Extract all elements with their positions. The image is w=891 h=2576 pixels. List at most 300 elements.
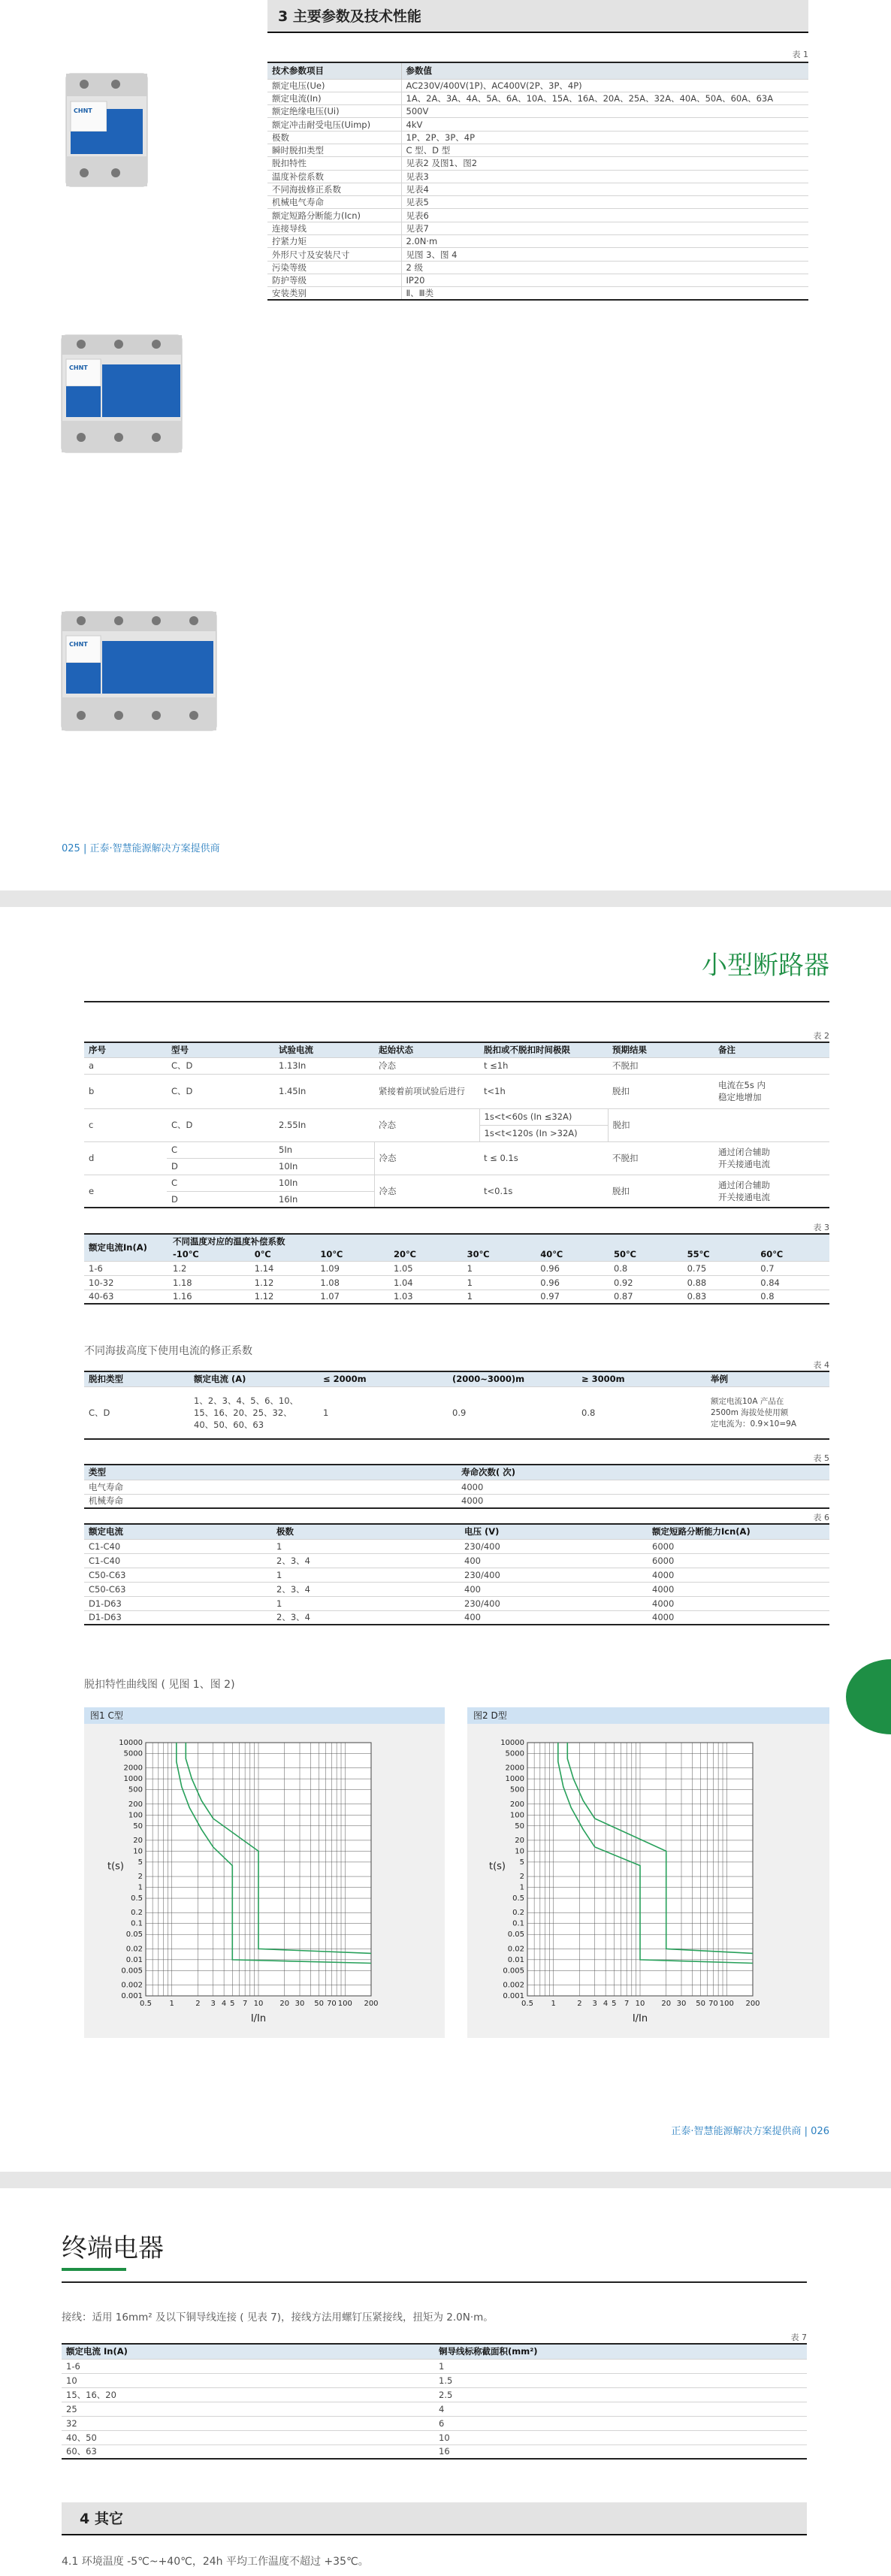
table-cell: 4000 bbox=[648, 1568, 829, 1582]
x-tick-label: 1 bbox=[169, 2000, 174, 2008]
temp-compensation-table bbox=[84, 1233, 829, 1305]
table-cell: C、D bbox=[167, 1057, 274, 1074]
svg-text:CHNT: CHNT bbox=[74, 107, 92, 114]
table-cell: 1.2 bbox=[168, 1261, 250, 1275]
table-cell: 1 bbox=[434, 2359, 807, 2373]
table-cell: 脱扣 bbox=[608, 1108, 714, 1141]
heading-accent bbox=[62, 2268, 126, 2271]
cell-line: 1、2、3、4、5、6、10、 bbox=[194, 1395, 299, 1406]
table-cell: 2、3、4 bbox=[272, 1582, 460, 1596]
table-cell: C bbox=[167, 1141, 274, 1158]
table-header: 不同温度对应的温度补偿系数 bbox=[168, 1234, 829, 1247]
table-cell bbox=[714, 1074, 829, 1108]
table-cell: 见表4 bbox=[401, 183, 808, 195]
table-cell: 冷态 bbox=[374, 1175, 479, 1208]
y-tick-label: 0.005 bbox=[121, 1967, 143, 1976]
table-cell: 1.14 bbox=[250, 1261, 316, 1275]
heading-rule bbox=[62, 2281, 807, 2283]
table-header: 技术参数项目 bbox=[267, 62, 401, 79]
table-header: ≥ 3000m bbox=[577, 1371, 706, 1386]
table-row bbox=[267, 79, 808, 92]
table-cell: b bbox=[84, 1074, 167, 1108]
page-gap bbox=[0, 890, 891, 907]
table-row bbox=[62, 2387, 807, 2402]
table-header: 电压 (V) bbox=[460, 1524, 648, 1539]
y-tick-label: 0.001 bbox=[503, 1992, 524, 2000]
table-row bbox=[267, 105, 808, 118]
y-tick-label: 5 bbox=[519, 1858, 524, 1867]
table-cell: 额定电压(Ue) bbox=[267, 79, 401, 92]
x-tick-label: 10 bbox=[635, 2000, 645, 2008]
y-tick-label: 1000 bbox=[505, 1775, 524, 1784]
table-cell bbox=[714, 1175, 829, 1208]
x-tick-label: 70 bbox=[708, 2000, 718, 2008]
table-header: 额定电流 bbox=[84, 1524, 272, 1539]
table-cell bbox=[714, 1108, 829, 1141]
x-axis-label: I/In bbox=[250, 2013, 267, 2024]
y-tick-label: 10000 bbox=[500, 1739, 524, 1747]
params-table bbox=[267, 62, 808, 301]
x-axis-label: I/In bbox=[632, 2013, 648, 2024]
page-heading: 终端电器 bbox=[62, 2233, 164, 2263]
x-tick-label: 20 bbox=[279, 2000, 290, 2008]
page-footer: 025 | 正泰·智慧能源解决方案提供商 bbox=[62, 843, 220, 854]
table-cell: 额定绝缘电压(Ui) bbox=[267, 105, 401, 118]
table-header: 50℃ bbox=[609, 1247, 683, 1261]
table-row bbox=[84, 1582, 829, 1596]
table-cell: 1P、2P、3P、4P bbox=[401, 131, 808, 144]
table-cell: 10In bbox=[274, 1158, 374, 1175]
table-header: 60℃ bbox=[756, 1247, 829, 1261]
table-cell: 0.8 bbox=[577, 1386, 706, 1439]
table-cell: C、D bbox=[167, 1108, 274, 1141]
page-gap bbox=[0, 2172, 891, 2188]
table-cell: 2、3、4 bbox=[272, 1553, 460, 1568]
table-cell: 冷态 bbox=[374, 1057, 479, 1074]
table-cell: 2 级 bbox=[401, 261, 808, 274]
table-cell: 4000 bbox=[648, 1596, 829, 1610]
table-header: 类型 bbox=[84, 1465, 457, 1480]
table-header: 备注 bbox=[714, 1042, 829, 1057]
wiring-intro: 接线：适用 16mm² 及以下铜导线连接 ( 见表 7)，接线方法用螺钉压紧接线，扭矩为 2.0N·m。 bbox=[62, 2311, 494, 2324]
y-tick-label: 0.002 bbox=[503, 1981, 524, 1990]
table-cell: 1.5 bbox=[434, 2373, 807, 2387]
table-header: 额定电流 (A) bbox=[189, 1371, 319, 1386]
table-cell: 230/400 bbox=[460, 1596, 648, 1610]
y-tick-label: 0.1 bbox=[512, 1919, 524, 1928]
table-cell: C bbox=[167, 1175, 274, 1191]
table-cell: 10 bbox=[62, 2373, 434, 2387]
cell-line: 额定电流10A 产品在 bbox=[711, 1397, 784, 1407]
table-cell: 不脱扣 bbox=[608, 1057, 714, 1074]
svg-text:CHNT: CHNT bbox=[69, 641, 88, 648]
table-cell: 0.88 bbox=[683, 1275, 757, 1290]
y-tick-label: 200 bbox=[509, 1800, 524, 1809]
table-label: 表 1 bbox=[792, 50, 808, 59]
table-row bbox=[267, 118, 808, 131]
cell-line: 40、50、60、63 bbox=[194, 1419, 264, 1430]
table-cell: t ≤1h bbox=[479, 1057, 608, 1074]
table-row bbox=[84, 1290, 829, 1304]
table-row bbox=[267, 209, 808, 222]
cell-line: 开关接通电流 bbox=[718, 1191, 770, 1202]
table-row bbox=[62, 2373, 807, 2387]
y-tick-label: 1 bbox=[137, 1883, 143, 1892]
table-row bbox=[84, 1539, 829, 1553]
y-tick-label: 1 bbox=[519, 1883, 524, 1892]
table-cell: AC230V/400V(1P)、AC400V(2P、3P、4P) bbox=[401, 79, 808, 92]
graph-title: 图2 D型 bbox=[467, 1707, 829, 1724]
table-cell: 1.07 bbox=[316, 1290, 389, 1304]
table-cell: 1s<t<60s (In ≤32A) bbox=[479, 1108, 608, 1125]
table-row bbox=[62, 2402, 807, 2416]
table-cell: 1s<t<120s (In >32A) bbox=[479, 1125, 608, 1141]
table-header: (2000~3000)m bbox=[448, 1371, 577, 1386]
y-tick-label: 0.005 bbox=[503, 1967, 524, 1976]
table-header: 序号 bbox=[84, 1042, 167, 1057]
table-row bbox=[267, 222, 808, 234]
y-tick-label: 0.05 bbox=[125, 1930, 143, 1940]
table-cell: d bbox=[84, 1141, 167, 1175]
table-cell bbox=[714, 1057, 829, 1074]
table-cell: 0.84 bbox=[756, 1275, 829, 1290]
table-cell: 0.83 bbox=[683, 1290, 757, 1304]
page-026 bbox=[0, 907, 891, 2172]
table-header: 寿命次数( 次) bbox=[457, 1465, 829, 1480]
table-cell: 0.97 bbox=[536, 1290, 609, 1304]
y-tick-label: 500 bbox=[509, 1785, 524, 1794]
table-row bbox=[62, 2444, 807, 2459]
y-tick-label: 5000 bbox=[123, 1749, 143, 1758]
table-cell: 0.8 bbox=[756, 1290, 829, 1304]
section-text: 4.1 环境温度 -5℃~+40℃，24h 平均工作温度不超过 +35℃。 bbox=[62, 2556, 369, 2568]
y-tick-label: 0.05 bbox=[507, 1930, 524, 1940]
table-cell: 1.09 bbox=[316, 1261, 389, 1275]
table-row bbox=[84, 1261, 829, 1275]
table-cell: 2.55In bbox=[274, 1108, 374, 1141]
table-cell: 400 bbox=[460, 1553, 648, 1568]
y-tick-label: 0.2 bbox=[512, 1909, 524, 1918]
page-025 bbox=[0, 0, 891, 890]
table-cell: 4000 bbox=[648, 1582, 829, 1596]
table-row bbox=[267, 235, 808, 248]
table-header: 30℃ bbox=[463, 1247, 536, 1261]
table-row bbox=[62, 2430, 807, 2444]
y-tick-label: 500 bbox=[128, 1785, 143, 1794]
table-cell: 1 bbox=[463, 1261, 536, 1275]
breaking-capacity-table bbox=[84, 1523, 829, 1625]
x-tick-label: 7 bbox=[624, 2000, 630, 2008]
y-tick-label: 20 bbox=[515, 1836, 524, 1845]
table-cell: 外形尺寸及安装尺寸 bbox=[267, 248, 401, 261]
altitude-table bbox=[84, 1371, 829, 1440]
table-cell: C1-C40 bbox=[84, 1553, 272, 1568]
table-header: 型号 bbox=[167, 1042, 274, 1057]
table-row bbox=[84, 1596, 829, 1610]
y-tick-label: 2000 bbox=[123, 1764, 143, 1773]
table-cell: D1-D63 bbox=[84, 1610, 272, 1625]
table-cell: 1.08 bbox=[316, 1275, 389, 1290]
table-cell: 1.04 bbox=[389, 1275, 463, 1290]
svg-text:CHNT: CHNT bbox=[69, 364, 88, 371]
table-cell: a bbox=[84, 1057, 167, 1074]
table-cell: 拧紧力矩 bbox=[267, 235, 401, 248]
table-cell: t<0.1s bbox=[479, 1175, 608, 1208]
table-header: 额定电流In(A) bbox=[84, 1234, 168, 1261]
table-cell: 1-6 bbox=[84, 1261, 168, 1275]
table-cell: 0.92 bbox=[609, 1275, 683, 1290]
table-row bbox=[84, 1610, 829, 1625]
wire-section-table bbox=[62, 2343, 807, 2460]
x-tick-label: 4 bbox=[221, 2000, 227, 2008]
x-tick-label: 2 bbox=[195, 2000, 201, 2008]
cell-line: 电流在5s 内 bbox=[718, 1080, 766, 1090]
y-tick-label: 50 bbox=[515, 1822, 524, 1831]
y-tick-label: 10 bbox=[133, 1847, 143, 1856]
table-cell bbox=[714, 1141, 829, 1175]
table-cell: 2.0N·m bbox=[401, 235, 808, 248]
table-cell: 25 bbox=[62, 2402, 434, 2416]
table-cell bbox=[189, 1386, 319, 1439]
table-cell: 230/400 bbox=[460, 1539, 648, 1553]
table-cell: 400 bbox=[460, 1610, 648, 1625]
table-row bbox=[62, 2359, 807, 2373]
table-cell: 1 bbox=[272, 1596, 460, 1610]
table-cell: 1.12 bbox=[250, 1275, 316, 1290]
x-tick-label: 4 bbox=[603, 2000, 609, 2008]
x-tick-label: 0.5 bbox=[521, 2000, 533, 2008]
x-tick-label: 70 bbox=[327, 2000, 337, 2008]
trip-curve-c-chart bbox=[84, 1724, 445, 2038]
table-cell: 32 bbox=[62, 2416, 434, 2430]
table-cell: C、D bbox=[84, 1386, 189, 1439]
y-tick-label: 0.2 bbox=[131, 1909, 143, 1918]
cell-line: 开关接通电流 bbox=[718, 1159, 770, 1169]
y-tick-label: 5000 bbox=[505, 1749, 524, 1758]
table-cell: C50-C63 bbox=[84, 1582, 272, 1596]
table-cell: 见表7 bbox=[401, 222, 808, 234]
table-cell: 2、3、4 bbox=[272, 1610, 460, 1625]
x-tick-label: 10 bbox=[253, 2000, 264, 2008]
table-cell: 4000 bbox=[648, 1610, 829, 1625]
table-row bbox=[267, 196, 808, 209]
table-cell: 40-63 bbox=[84, 1290, 168, 1304]
table-row bbox=[267, 144, 808, 156]
table-cell: t ≤ 0.1s bbox=[479, 1141, 608, 1175]
table-cell: 4kV bbox=[401, 118, 808, 131]
table-cell bbox=[706, 1386, 829, 1439]
table-cell: 1 bbox=[463, 1290, 536, 1304]
table-cell: c bbox=[84, 1108, 167, 1141]
table-cell: 1 bbox=[463, 1275, 536, 1290]
table-cell: 机械电气寿命 bbox=[267, 196, 401, 209]
breaker-4p-image bbox=[59, 607, 220, 736]
page-027 bbox=[0, 2188, 891, 2576]
table-header: 脱扣类型 bbox=[84, 1371, 189, 1386]
table-label: 表 4 bbox=[813, 1360, 829, 1370]
table-header: 0℃ bbox=[250, 1247, 316, 1261]
y-tick-label: 5 bbox=[137, 1858, 143, 1867]
y-axis-label: t(s) bbox=[488, 1861, 506, 1873]
y-tick-label: 0.5 bbox=[512, 1894, 524, 1903]
x-tick-label: 50 bbox=[314, 2000, 324, 2008]
y-tick-label: 100 bbox=[128, 1811, 143, 1820]
x-tick-label: 3 bbox=[210, 2000, 216, 2008]
table-header: -10℃ bbox=[168, 1247, 250, 1261]
y-tick-label: 2000 bbox=[505, 1764, 524, 1773]
table-cell: 额定冲击耐受电压(Uimp) bbox=[267, 118, 401, 131]
table-row bbox=[267, 248, 808, 261]
table-cell: 1.16 bbox=[168, 1290, 250, 1304]
table-header: 40℃ bbox=[536, 1247, 609, 1261]
y-tick-label: 0.01 bbox=[125, 1955, 143, 1964]
table-header: 铜导线标称截面积(mm²) bbox=[434, 2344, 807, 2359]
table-label: 表 2 bbox=[813, 1031, 829, 1041]
table-cell: 紧接着前项试验后进行 bbox=[374, 1074, 479, 1108]
table-cell: 见表2 及图1、图2 bbox=[401, 157, 808, 170]
table-row bbox=[267, 170, 808, 183]
page-footer: 正泰·智慧能源解决方案提供商 | 026 bbox=[671, 2126, 829, 2137]
table-cell: C、D bbox=[167, 1074, 274, 1108]
cell-line: 通过闭合辅助 bbox=[718, 1147, 770, 1157]
table-cell: 电气寿命 bbox=[84, 1480, 457, 1494]
cell-line: 稳定地增加 bbox=[718, 1092, 762, 1102]
table-cell: 脱扣 bbox=[608, 1074, 714, 1108]
table-cell: 2.5 bbox=[434, 2387, 807, 2402]
table-cell: 500V bbox=[401, 105, 808, 118]
trip-curve-d-chart bbox=[467, 1724, 829, 2038]
table-cell: 0.96 bbox=[536, 1275, 609, 1290]
table-cell: 10-32 bbox=[84, 1275, 168, 1290]
graph-d-type bbox=[467, 1707, 829, 2038]
y-tick-label: 0.01 bbox=[507, 1955, 524, 1964]
table-cell: 见图 3、图 4 bbox=[401, 248, 808, 261]
table-cell: D bbox=[167, 1191, 274, 1208]
table-cell: 10 bbox=[434, 2430, 807, 2444]
y-tick-label: 0.02 bbox=[507, 1945, 524, 1954]
table-cell: IP20 bbox=[401, 274, 808, 286]
table-cell: e bbox=[84, 1175, 167, 1208]
breaker-3p-image bbox=[59, 331, 186, 458]
table-header: 脱扣或不脱扣时间极限 bbox=[479, 1042, 608, 1057]
table-cell: 1.18 bbox=[168, 1275, 250, 1290]
y-tick-label: 0.002 bbox=[121, 1981, 143, 1990]
altitude-caption: 不同海拔高度下使用电流的修正系数 bbox=[84, 1345, 252, 1357]
table-cell: 60、63 bbox=[62, 2444, 434, 2459]
x-tick-label: 20 bbox=[661, 2000, 672, 2008]
table-row bbox=[84, 1568, 829, 1582]
section-title: 3 主要参数及技术性能 bbox=[267, 0, 808, 33]
table-cell: 1.12 bbox=[250, 1290, 316, 1304]
table-cell: 1-6 bbox=[62, 2359, 434, 2373]
table-cell: 15、16、20 bbox=[62, 2387, 434, 2402]
table-row bbox=[267, 261, 808, 274]
x-tick-label: 5 bbox=[612, 2000, 617, 2008]
y-tick-label: 2 bbox=[519, 1873, 524, 1882]
table-cell: 冷态 bbox=[374, 1141, 479, 1175]
x-tick-label: 100 bbox=[719, 2000, 734, 2008]
x-tick-label: 7 bbox=[242, 2000, 248, 2008]
table-row bbox=[267, 287, 808, 301]
table-header: 参数值 bbox=[401, 62, 808, 79]
table-cell: 连接导线 bbox=[267, 222, 401, 234]
table-cell: 16 bbox=[434, 2444, 807, 2459]
table-header: 预期结果 bbox=[608, 1042, 714, 1057]
table-header: 举例 bbox=[706, 1371, 829, 1386]
table-cell: 0.9 bbox=[448, 1386, 577, 1439]
table-cell: C50-C63 bbox=[84, 1568, 272, 1582]
table-cell: 0.87 bbox=[609, 1290, 683, 1304]
graph-title: 图1 C型 bbox=[84, 1707, 445, 1724]
table-cell: 1.13In bbox=[274, 1057, 374, 1074]
x-tick-label: 3 bbox=[592, 2000, 597, 2008]
table-cell: 1 bbox=[272, 1568, 460, 1582]
table-cell: 额定短路分断能力(Icn) bbox=[267, 209, 401, 222]
x-tick-label: 200 bbox=[745, 2000, 760, 2008]
table-cell: 400 bbox=[460, 1582, 648, 1596]
table-cell: 0.7 bbox=[756, 1261, 829, 1275]
x-tick-label: 5 bbox=[230, 2000, 235, 2008]
table-cell: 230/400 bbox=[460, 1568, 648, 1582]
x-tick-label: 0.5 bbox=[140, 2000, 152, 2008]
table-cell: 5In bbox=[274, 1141, 374, 1158]
y-tick-label: 2 bbox=[137, 1873, 143, 1882]
table-cell: 1 bbox=[319, 1386, 448, 1439]
table-row bbox=[62, 2416, 807, 2430]
table-row bbox=[84, 1275, 829, 1290]
table-cell: D1-D63 bbox=[84, 1596, 272, 1610]
table-header: 55℃ bbox=[683, 1247, 757, 1261]
table-cell: 0.75 bbox=[683, 1261, 757, 1275]
table-header: 10℃ bbox=[316, 1247, 389, 1261]
cell-line: 2500m 海拔处使用额 bbox=[711, 1408, 789, 1418]
table-cell: 1.45In bbox=[274, 1074, 374, 1108]
table-row bbox=[84, 1553, 829, 1568]
table-cell: 见表3 bbox=[401, 170, 808, 183]
y-tick-label: 0.1 bbox=[131, 1919, 143, 1928]
table-cell: 额定电流(In) bbox=[267, 92, 401, 104]
table-header: 20℃ bbox=[389, 1247, 463, 1261]
table-cell: 0.96 bbox=[536, 1261, 609, 1275]
breaker-2p-image bbox=[62, 68, 152, 192]
table-cell: 4000 bbox=[457, 1494, 829, 1508]
table-cell: C1-C40 bbox=[84, 1539, 272, 1553]
cell-line: 定电流为：0.9×10=9A bbox=[711, 1420, 797, 1429]
y-axis-label: t(s) bbox=[107, 1861, 125, 1873]
table-cell: 不脱扣 bbox=[608, 1141, 714, 1175]
table-cell: 不同海拔修正系数 bbox=[267, 183, 401, 195]
y-tick-label: 50 bbox=[133, 1822, 143, 1831]
table-cell: 16In bbox=[274, 1191, 374, 1208]
table-cell: 脱扣 bbox=[608, 1175, 714, 1208]
table-cell: C 型、D 型 bbox=[401, 144, 808, 156]
table-row bbox=[84, 1480, 829, 1494]
x-tick-label: 30 bbox=[676, 2000, 687, 2008]
table-cell: 4 bbox=[434, 2402, 807, 2416]
table-cell: 4000 bbox=[457, 1480, 829, 1494]
table-row bbox=[84, 1494, 829, 1508]
table-cell: 污染等级 bbox=[267, 261, 401, 274]
table-cell: 瞬时脱扣类型 bbox=[267, 144, 401, 156]
table-header: 额定短路分断能力Icn(A) bbox=[648, 1524, 829, 1539]
table-cell: 6 bbox=[434, 2416, 807, 2430]
table-cell: 脱扣特性 bbox=[267, 157, 401, 170]
heading-rule bbox=[84, 1001, 829, 1002]
green-tab-marker bbox=[846, 1659, 891, 1734]
x-tick-label: 50 bbox=[696, 2000, 705, 2008]
table-cell: 10In bbox=[274, 1175, 374, 1191]
table-label: 表 3 bbox=[813, 1223, 829, 1232]
